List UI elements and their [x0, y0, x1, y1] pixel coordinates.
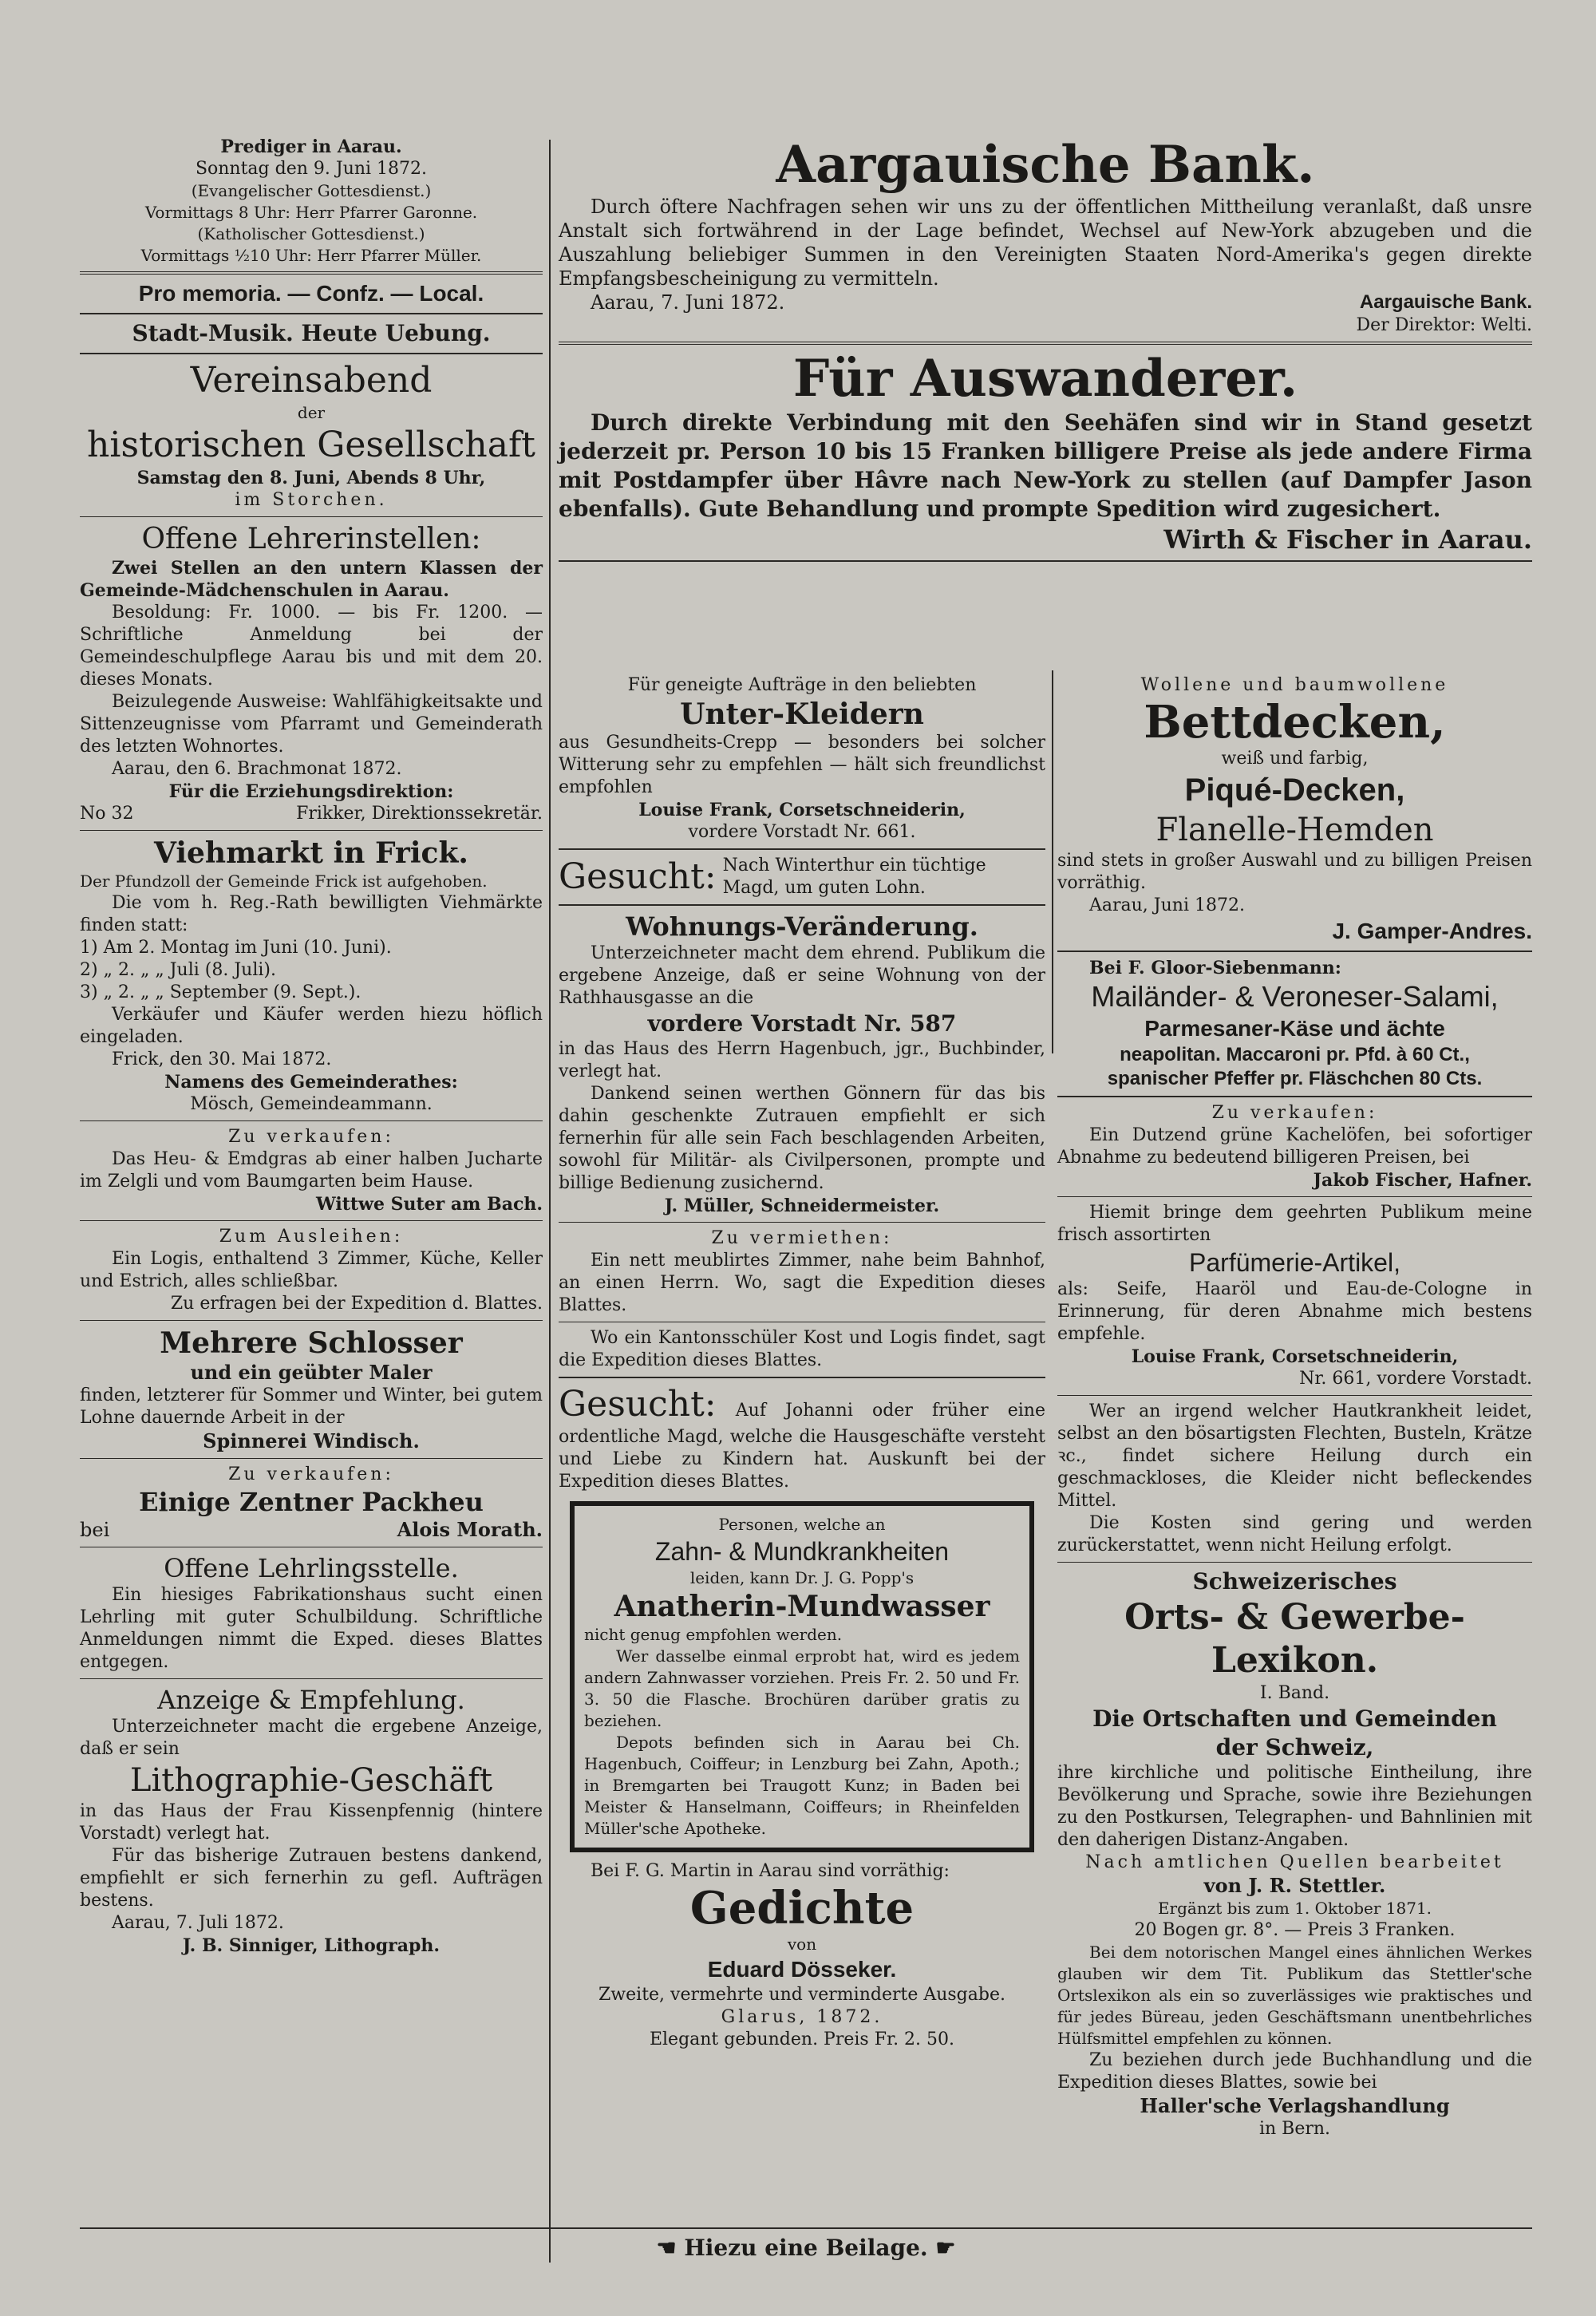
business-name: Lithographie-Geschäft: [129, 1762, 493, 1799]
wohnung-notice: [559, 911, 1045, 1217]
heading: Offene Lehrlingsstelle.: [164, 1553, 459, 1583]
text: in Bern.: [1258, 2119, 1331, 2139]
heading: Zum Ausleihen:: [219, 1227, 404, 1247]
subheading: und ein geübter Maler: [190, 1361, 433, 1384]
signature: J. Gamper-Andres.: [1332, 919, 1532, 943]
gesucht-magd-2: [559, 1383, 1045, 1493]
footer-area: [80, 2223, 1532, 2263]
text: Durch öftere Nachfragen sehen wir uns zu der öffentlichen Mittheilung veranlaßt, daß unsre Anstalt sich fortwährend in der Lage befindet, Wechsel auf New-York abzugeben und die Auszahlung beliebiger Summen in den Vereinigten Staaten Nord-Amerika's gegen direkte Empfangsbescheinigung zu vermitteln.: [559, 196, 1532, 290]
text: Zu erfragen bei der Expedition d. Blattes.: [170, 1294, 543, 1314]
text: in das Haus der Frau Kissenpfennig (hintere Vorstadt) verlegt hat.: [80, 1801, 543, 1844]
prediger-notice: [80, 76, 543, 267]
item-title: Einige Zentner Packheu: [139, 1487, 484, 1517]
heading: Gesucht:: [559, 1384, 717, 1425]
address: Nr. 661, vordere Vorstadt.: [1299, 1369, 1532, 1389]
left-column: [80, 76, 543, 1957]
text: Nach Winterthur ein tüchtige Magd, um guten Lohn.: [722, 856, 986, 898]
vereinsabend-notice: [80, 359, 543, 512]
text: Hiemit bringe dem geehrten Publikum meine frisch assortirten: [1057, 1203, 1532, 1245]
text: Nach amtlichen Quellen bearbeitet: [1085, 1852, 1504, 1872]
market-date: 1) Am 2. Montag im Juni (10. Juni).: [80, 938, 392, 958]
text: Ein Dutzend grüne Kachelöfen, bei sofortiger Abnahme zu bedeutend billigeren Preisen, bei: [1057, 1125, 1532, 1168]
text: ihre kirchliche und politische Eintheilung, ihre Bevölkerung und Sprache, sowie ihre Beziehungen zu den Postkursen, Telegraphen- und Bahnlinien mit den daherigen Distanz-Angaben.: [1057, 1763, 1532, 1850]
service-time: Vormittags 8 Uhr: Herr Pfarrer Garonne.: [144, 203, 478, 222]
text: Glarus, 1872.: [721, 2007, 883, 2027]
heading: Wohnungs-Veränderung.: [626, 911, 978, 942]
heading: Bettdecken,: [1144, 696, 1446, 749]
signature: J. B. Sinniger, Lithograph.: [182, 1935, 440, 1956]
event-date: Samstag den 8. Juni, Abends 8 Uhr,: [136, 468, 486, 488]
heading: Aargauische Bank.: [776, 135, 1315, 195]
newspaper-page: [32, 76, 1548, 2294]
signature: Aargauische Bank.: [1359, 291, 1532, 313]
text: weiß und farbig,: [1221, 749, 1369, 769]
kost-notice: Wo ein Kantonsschüler Kost und Logis findet, sagt die Expedition dieses Blattes.: [559, 1328, 1045, 1370]
heading: Unter-Kleidern: [680, 698, 924, 731]
text: nicht genug empfohlen werden.: [584, 1625, 843, 1644]
text: bei: [80, 1519, 110, 1541]
lehrling-notice: [80, 1552, 543, 1674]
signature: Spinnerei Windisch.: [203, 1429, 420, 1452]
signature: Für die Erziehungsdirektion:: [168, 781, 454, 802]
text: Schweizerisches: [1192, 1568, 1397, 1595]
product-name: Anatherin-Mundwasser: [614, 1590, 990, 1623]
text: Personen, welche an: [718, 1515, 886, 1534]
text: Wer an irgend welcher Hautkrankheit leidet, selbst an den bösartigsten Flechten, Busteln, Krätze ꝛc., findet sichere Heilung durch ein geschmackloses, die Kleider nicht befleckendes Mittel.: [1057, 1401, 1532, 1511]
text: aus Gesundheits-Crepp — besonders bei solcher Witterung sehr zu empfehlen — hält sich freundlichst empfohlen: [559, 733, 1045, 797]
unterkleider-ad: [559, 674, 1045, 844]
heading: Zu vermiethen:: [711, 1228, 893, 1248]
top-wide-block: [559, 76, 1532, 567]
mundwasser-ad: [570, 1501, 1034, 1852]
footer-text: Hiezu eine Beilage.: [684, 2235, 928, 2261]
text: Dankend seinen werthen Gönnern für das bis dahin geschenkte Zutrauen empfiehlt er sich fernerhin für alle sein Fach beschlagenden Arbeiten, sowohl für Militär- als Civilpersonen, prompte und billige Bedienung zusichernd.: [559, 1084, 1045, 1193]
address: vordere Vorstadt Nr. 587: [647, 1010, 957, 1037]
date-line: Aarau, den 6. Brachmonat 1872.: [112, 759, 402, 779]
text: von: [787, 1935, 817, 1954]
heading: Parfümerie-Artikel,: [1189, 1248, 1400, 1277]
text: Der Pfundzoll der Gemeinde Frick ist aufgehoben.: [80, 871, 488, 891]
lehrerstellen-notice: [80, 522, 543, 825]
text: Bei dem notorischen Mangel eines ähnlichen Werkes glauben wir dem Tit. Publikum das Stettler'sche Ortslexikon als ein so zuverlässiges wie praktisches und für jedes Büreau, jeden Geschäftsmann unentbehrliches Hülfsmittel empfehlen zu können.: [1057, 1943, 1532, 2048]
column-rule: [549, 140, 551, 2263]
text: Für das bisherige Zutrauen bestens dankend, empfiehlt er sich fernerhin zu gefl. Aufträgen bestens.: [80, 1846, 543, 1911]
viehmarkt-notice: [80, 836, 543, 1116]
text: Zu beziehen durch jede Buchhandlung und die Expedition dieses Blattes, sowie bei: [1057, 2050, 1532, 2093]
text: Auf Johanni oder früher eine ordentliche Magd, welche die Hausgeschäfte versteht und Liebe zu Kindern hat. Auskunft bei der Expedition dieses Blattes.: [559, 1401, 1045, 1492]
signature: Haller'sche Verlagshandlung: [1140, 2094, 1450, 2117]
hand-left-icon: ☚: [656, 2235, 685, 2261]
text: Unterzeichneter macht die ergebene Anzeige, daß er sein: [80, 1717, 543, 1759]
market-date: 2) „ 2. „ „ Juli (8. Juli).: [80, 960, 276, 980]
heading: Zu verkaufen:: [228, 1127, 394, 1147]
heading: Prediger in Aarau.: [220, 136, 402, 157]
text: Die vom h. Reg.-Rath bewilligten Viehmärkte finden statt:: [80, 893, 543, 935]
text: als: Seife, Haaröl und Eau-de-Cologne in Erinnerung, für deren Abnahme mich bestens empfehle.: [1057, 1279, 1532, 1344]
lexikon-ad: [1057, 1567, 1532, 2140]
schlosser-notice: [80, 1326, 543, 1453]
text: Durch direkte Verbindung mit den Seehäfen sind wir in Stand gesetzt jederzeit pr. Person 10 bis 15 Franken billigere Preise als jede andere Firma mit Postdampfer über Hâvre nach New-York zu stellen (auf Dampfer Jason ebenfalls). Gute Behandlung und prompte Spedition wird zugesichert.: [559, 409, 1532, 522]
price: 20 Bogen gr. 8°. — Preis 3 Franken.: [1134, 1920, 1456, 1940]
date-line: Aarau, 7. Juni 1872.: [591, 291, 785, 314]
text: finden, letzterer für Sommer und Winter, bei gutem Lohne dauernde Arbeit in der: [80, 1385, 543, 1428]
signature: Louise Frank, Corsetschneiderin,: [638, 800, 966, 820]
date-line: Sonntag den 9. Juni 1872.: [195, 159, 428, 179]
heading: Gesucht:: [559, 856, 717, 897]
text: Bei F. Gloor-Siebenmann:: [1089, 958, 1341, 978]
text: Beizulegende Ausweise: Wahlfähigkeitsakte und Sittenzeugnisse vom Pfarramt und Gemeinderath des letzten Wohnortes.: [80, 692, 543, 757]
salami-ad: [1057, 957, 1532, 1091]
signature: Jakob Fischer, Hafner.: [1313, 1170, 1532, 1191]
signature: Wirth & Fischer in Aarau.: [1163, 524, 1532, 555]
signature: J. Müller, Schneidermeister.: [664, 1196, 940, 1216]
gedichte-ad: [559, 1860, 1045, 2051]
subheading: Die Ortschaften und Gemeinden: [1092, 1705, 1497, 1732]
text: Ergänzt bis zum 1. Oktober 1871.: [1157, 1899, 1432, 1918]
market-date: 3) „ 2. „ „ September (9. Sept.).: [80, 982, 361, 1002]
text: Die Kosten sind gering und werden zurückerstattet, wenn nicht Heilung erfolgt.: [1057, 1513, 1532, 1555]
service-time: Vormittags ½10 Uhr: Herr Pfarrer Müller.: [140, 246, 482, 265]
hautkrankheit-ad: [1057, 1401, 1532, 1557]
signature: Mösch, Gemeindeammann.: [190, 1094, 433, 1114]
signature: Alois Morath.: [397, 1518, 543, 1541]
product-line: Parmesaner-Käse und ächte: [1144, 1016, 1445, 1041]
signature: Louise Frank, Corsetschneiderin,: [1131, 1346, 1459, 1367]
signature: Namens des Gemeinderathes:: [164, 1072, 458, 1093]
heading: Mailänder- & Veroneser-Salami,: [1091, 980, 1499, 1013]
text: Zweite, vermehrte und verminderte Ausgabe.: [598, 1985, 1005, 2005]
text: der: [297, 403, 326, 422]
date-line: Aarau, Juni 1872.: [1089, 895, 1245, 915]
text: Das Heu- & Emdgras ab einer halben Jucharte im Zelgli und vom Baumgarten beim Hause.: [80, 1149, 543, 1192]
lithographie-notice: [80, 1684, 543, 1957]
bettdecken-ad: [1057, 674, 1532, 946]
product-name: Flanelle-Hemden: [1156, 812, 1434, 848]
footer-note: [80, 2234, 1532, 2263]
bank-notice: [559, 76, 1532, 337]
text: I. Band.: [1259, 1683, 1330, 1703]
ausleihen-notice: [80, 1226, 543, 1315]
kachel-ad: [1057, 1102, 1532, 1192]
text: Wer dasselbe einmal erprobt hat, wird es jedem andern Zahnwasser vorziehen. Preis Fr. 2. 50 und Fr. 3. 50 die Flasche. Brochüren darüber gratis zu beziehen.: [584, 1646, 1020, 1730]
heading: Gedichte: [689, 1882, 915, 1935]
text: Wollene und baumwollene: [1140, 675, 1449, 695]
heading: Mehrere Schlosser: [160, 1326, 463, 1360]
hand-right-icon: ☛: [927, 2235, 956, 2261]
heading: Orts- & Gewerbe-Lexikon.: [1124, 1597, 1465, 1681]
stadt-musik: Stadt-Musik. Heute Uebung.: [132, 320, 491, 346]
ad-number: No 32: [80, 804, 134, 824]
product-line: neapolitan. Maccaroni pr. Pfd. à 60 Ct.,: [1120, 1044, 1470, 1065]
text: Unterzeichneter macht dem ehrend. Publikum die ergebene Anzeige, daß er seine Wohnung von der Rathhausgasse an die: [559, 943, 1045, 1008]
signature: Frikker, Direktionssekretär.: [296, 804, 543, 824]
heading: Für Auswanderer.: [792, 349, 1298, 409]
date-line: Aarau, 7. Juli 1872.: [112, 1913, 284, 1933]
text: Ein hiesiges Fabrikationshaus sucht einen Lehrling mit guter Schulbildung. Schriftliche Anmeldungen nimmt die Exped. dieses Blattes entgegen.: [80, 1585, 543, 1672]
middle-column: [559, 674, 1045, 2051]
text: Besoldung: Fr. 1000. — bis Fr. 1200. — Schriftliche Anmeldung bei der Gemeindeschulpflege Aarau bis und mit dem 20. dieses Monats.: [80, 603, 543, 690]
product-line: spanischer Pfeffer pr. Fläschchen 80 Cts.: [1107, 1068, 1483, 1089]
event-place: im Storchen.: [235, 490, 388, 510]
column-rule: [1052, 670, 1053, 1053]
author: Eduard Dösseker.: [707, 1957, 897, 1982]
society-name: historischen Gesellschaft: [87, 425, 535, 465]
gesucht-magd-1: [559, 855, 1045, 899]
verkauf-heu: [80, 1126, 543, 1215]
address: vordere Vorstadt Nr. 661.: [688, 822, 916, 842]
text: sind stets in großer Auswahl und zu billigen Preisen vorräthig.: [1057, 851, 1532, 893]
text: in das Haus des Herrn Hagenbuch, jgr., Buchbinder, verlegt hat.: [559, 1039, 1045, 1081]
auswanderer-notice: [559, 350, 1532, 555]
right-column: [1057, 674, 1532, 2140]
text: Verkäufer und Käufer werden hiezu höflich eingeladen.: [80, 1005, 543, 1047]
heading: Viehmarkt in Frick.: [154, 836, 468, 870]
author: von J. R. Stettler.: [1203, 1874, 1386, 1897]
subheading: der Schweiz,: [1215, 1734, 1374, 1761]
heading: Zahn- & Mundkrankheiten: [654, 1537, 950, 1566]
packheu-notice: [80, 1464, 543, 1542]
heading: Vereinsabend: [190, 360, 433, 401]
text: Bei F. G. Martin in Aarau sind vorräthig:: [591, 1861, 950, 1881]
text: Für geneigte Aufträge in den beliebten: [627, 675, 977, 695]
text: leiden, kann Dr. J. G. Popp's: [689, 1568, 915, 1587]
price: Elegant gebunden. Preis Fr. 2. 50.: [649, 2029, 955, 2049]
heading: Offene Lehrerinstellen:: [141, 523, 481, 555]
text: Depots befinden sich in Aarau bei Ch. Hagenbuch, Coiffeur; in Lenzburg bei Zahn, Apoth.; in Bremgarten bei Traugott Kunz; in Baden bei Meister & Hanselmann, Coiffeurs; in Rheinfelden Müller'sche Apotheke.: [584, 1733, 1020, 1838]
zimmer-notice: [559, 1227, 1045, 1317]
text: Zwei Stellen an den untern Klassen der Gemeinde-Mädchenschulen in Aarau.: [80, 558, 543, 601]
text: Ein nett meublirtes Zimmer, nahe beim Bahnhof, an einen Herrn. Wo, sagt die Expedition dieses Blattes.: [559, 1251, 1045, 1315]
product-name: Piqué-Decken,: [1184, 773, 1405, 808]
heading: Anzeige & Empfehlung.: [157, 1685, 465, 1715]
service-type: (Evangelischer Gottesdienst.): [191, 181, 432, 200]
text: Ein Logis, enthaltend 3 Zimmer, Küche, Keller und Estrich, alles schließbar.: [80, 1249, 543, 1291]
parfum-ad: [1057, 1202, 1532, 1390]
heading: Zu verkaufen:: [1211, 1103, 1378, 1123]
date-line: Frick, den 30. Mai 1872.: [112, 1049, 332, 1069]
signature: Wittwe Suter am Bach.: [316, 1194, 543, 1215]
heading: Zu verkaufen:: [228, 1464, 394, 1484]
service-type: (Katholischer Gottesdienst.): [197, 224, 425, 243]
pro-memoria: Pro memoria. — Confz. — Local.: [138, 281, 484, 306]
signature: Der Direktor: Welti.: [1356, 315, 1532, 335]
